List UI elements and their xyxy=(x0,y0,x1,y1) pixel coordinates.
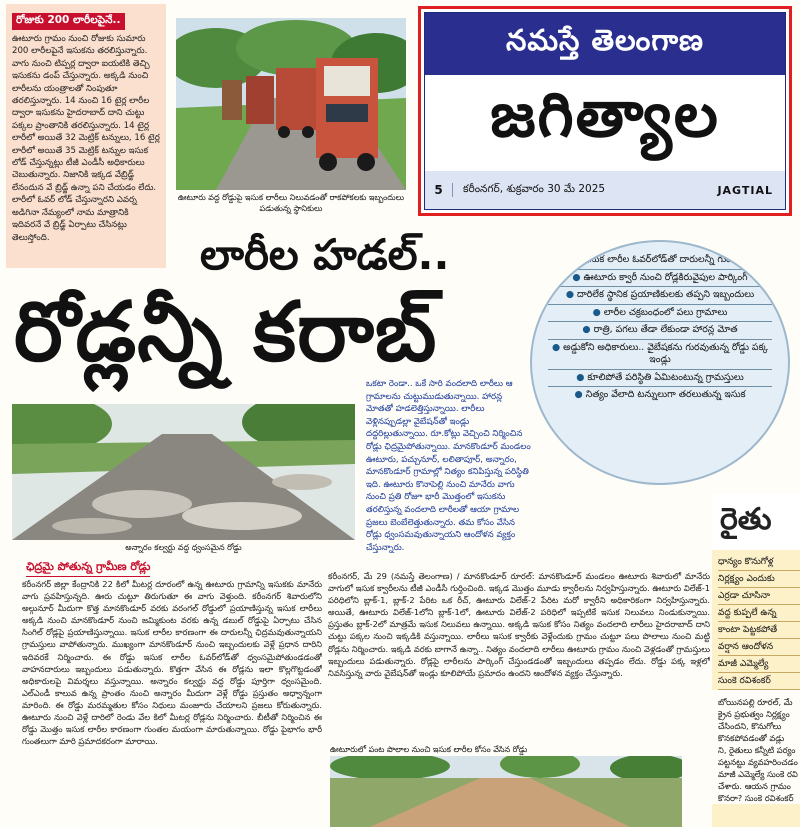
highlight-item: ● దారిలేక స్థానిక ప్రయాణికులకు తప్పని ఇబ్బందులు xyxy=(548,287,772,305)
page-number: 5 xyxy=(425,183,453,197)
edge-item: వద్ద కుప్పలే ఉన్న xyxy=(718,605,800,622)
headline-line-2: రోడ్లన్నీ కరాబ్ xyxy=(14,285,438,380)
highlight-item: ● నిత్యం వేలాది టన్నులుగా తరలుతున్న ఇసుక xyxy=(574,389,746,400)
left-column-body: కరీంనగర్ జిల్లా కేంద్రానికి 22 కిలో మీటర్ల దూరంలో ఉన్న ఊటూరు గ్రామాన్ని ఇసుకకు మానేరు వాగు ప్రవహిస్తున్నది. ఊరు చుట్టూ తిరుగుతూ ఈ వాగు వెళ్తుంది. కరీంనగర్ శివారులోని అల్గునూర్ మీదుగా కొత్త మానకొండూర్ వరకు వరంగల్ రోడ్డులో ప్రయాణిస్తున్న ఇసుక లారీలు అక్కడి నుంచి మానకొండూర్ నుంచి జమ్మికుంట వరకు ఉన్న డబుల్ రోడ్డుపై ఏర్పాటు చేసిన సింగిల్ రోడ్లపై ప్రయాణిస్తున్నాయి. ఇసుక లారీల కారణంగా ఈ దారులన్నీ ఛిద్రమవుతున్నాయని గ్రామస్తులు వాపోతున్నారు. ముఖ్యంగా మానకొండూర్ నుంచి ఇబ్బందులకు వెళ్లే ప్రధాన దారిని ఇదివరకే నిర్మించారు. ఈ రోడ్డు ఇసుక లారీల ఓవర్‌లోడ్‌తో ధ్వంసమైపోతుండడంతో వాహనదారులు ఇబ్బందులు పడుతున్నారు. కొత్తగా వేసిన ఈ రోడ్లను ఇలా కొల్లగొట్టడంతో అధికారులపై విమర్శలు వస్తున్నాయి. అన్నారం కల్వర్టు వద్ద రోడ్డు పూర్తిగా ధ్వంసమైంది. ఎల్ఎండీ కాలువ ఉన్న ప్రాంతం నుంచి అన్నారం మీదుగా వెళ్లే రోడ్డు ప్రస్తుతం అధ్వాన్నంగా మారింది. ఈ రోడ్డు మరమ్మతుల కోసం నిధులు మంజూరు చేయాలని ప్రజలు కోరుతున్నారు. ఊటూరు నుంచి వెళ్లే దారిలో రెండు వేల కిలో మీటర్ల రోడ్లను నిర్మించారు. బీటీతో నిర్మించిన ఈ రోడ్డు మొత్తం ఇసుక లారీల కారణంగా గుంతల మయంగా మారుతున్నాయి. రోడ్డు పైభాగం భారీ గుంతలుగా మారి ప్రమాదకరంగా మారాయి. xyxy=(22,579,322,747)
highlights-circle xyxy=(530,240,790,485)
edge-body: బోయినపల్లి రూరల్, మే క్రైన ప్రభుత్వం నిర్లక్ష్యం చేసిందని, కొనుగోలు కొనకపోవడంతో వడ్లు ని, రైతులు కన్నీటి పర్యం పట్టనట్టు వ్యవహరించడం మాజీ ఎమ్మెల్యే సుంకె రవి చేశారు. ఆయన గ్రామం కొనరా? సుంకె రవిశంకర్ xyxy=(712,690,800,804)
photo-damaged-road-caption: అన్నారం కల్వర్టు వద్ద ధ్వంసమైన రోడ్డు xyxy=(125,543,242,552)
masthead xyxy=(418,6,792,216)
edge-item: నిర్లక్ష్యం ఎందుకు xyxy=(718,571,800,588)
sidebar-title: రోజుకు 200 లారీలపైనే.. xyxy=(12,13,125,30)
edge-title: రైతు xyxy=(712,494,800,550)
masthead-footer xyxy=(425,171,785,209)
edge-item: మాజీ ఎమ్మెల్యే xyxy=(718,656,800,673)
edge-column xyxy=(712,494,800,827)
right-column-body: కరీంనగర్, మే 29 (నమస్తే తెలంగాణ) / మానకొండూర్ రూరల్: మానకొండూర్ మండలం ఊటూరు శివారులో మానేరు వాగులో ఇసుక క్వారీలను టీజీ ఎండీసీ గుర్తించింది. ఇక్కడ మొత్తం మూడు క్వారీలను నిర్వహిస్తున్నారు. ఊటూరు విలేజ్-1 పరిధిలోని బ్లాక్-1, బ్లాక్-2 పేరిట ఒక రీచ్, ఊటూరు విలేజ్-2 పేరిట మరో క్వారీని అధికారికంగా నిర్వహిస్తున్నారు. అయితే, ఊటూరు విలేజ్-1లోని బ్లాక్-1లో, ఊటూరు విలేజ్-2 పరిధిలో ఇప్పటికే ఇసుక నిలువలు నిండుకున్నాయి. ప్రస్తుతం బ్లాక్-2లో మాత్రమే ఇసుక నిలువలు ఉన్నాయి. అక్కడి ఇసుక కోసం నిత్యం వందలాది లారీలు హైదరాబాద్ దాని చుట్టు పక్కల నుంచి ఇక్కడికి వస్తున్నాయి. లారీలు ఇసుక క్వారీకు వెళ్లేందుకు గ్రామం చుట్టూ పలు పొలాలు నుంచి మట్టి రోడ్లను నిర్మించారు. ఇక్కడి వరకు బాగానే ఉన్నా.. నిత్యం వందలాది లారీలు ఊటూరు గ్రామం నుంచి వెళ్లడంతో గ్రామస్తులు ఇబ్బందులు పడుతున్నారు. రోడ్లపై లారీలను పార్కింగ్ చేస్తుండడంతో ఇబ్బందులు తప్పడం లేదు. రోడ్డు పక్క ఇళ్లలో నివసిస్తున్న వారు వైబేషన్‌తో ఇండ్లు కూలిపోయే ప్రమాదం ఉందని ఆందోళన వ్యక్తం చేస్తున్నారు. xyxy=(328,571,710,678)
dateline: కరీంనగర్, శుక్రవారం 30 మే 2025 xyxy=(463,182,606,195)
edge-item: వర్షాన ఆందోళన xyxy=(718,639,800,656)
highlight-item: ● అడ్డుకోని అధికారులు.. వైబేషకను గురవుతున్న రోడ్డు పక్క ఇండ్లు xyxy=(548,340,772,370)
city-label: JAGTIAL xyxy=(717,183,773,197)
intro-text: ఒకటా రెండా.. ఒకే సారి వందలాది లారీలు ఆ గ్రామాలను చుట్టుముడుతున్నాయి. హారన్ల మోతతో హడలెత్తిస్తున్నాయి. లారీలు వెళ్లినప్పుడల్లా వైబేషన్‌తో ఇండ్లు దద్దరిల్లుతున్నాయి. రూ.కోట్లు వెచ్చించి నిర్మించిన రోడ్లు ఛిద్రమైపోతున్నాయి. మానకొండూర్ మండలం ఊటూరు, పచ్చునూర్, లలితాపూర్, అన్నారం, మానకొండూర్ గ్రామాల్లో నిత్యం కనిపిస్తున్న పరిస్థితి ఇది. ఊటూరు కొనాపెల్లి నుంచి మానేరు వాగు నుంచి ప్రతి రోజూ భారీ మొత్తంలో ఇసుకను తరలిస్తున్న వందలాది లారీలతో ఆయా గ్రామాల ప్రజలు బెంబేలెత్తుతున్నారు. తమ కోసం వేసిన రోడ్లు ధ్వంసమవుతున్నాయని ఆందోళన వ్యక్తం చేస్తున్నారు. xyxy=(366,379,531,553)
photo-field-road-caption: ఊటూరులో పంట పొలాల నుంచి ఇసుక లారీల కోసం వేసిన రోడ్డు xyxy=(330,745,528,754)
sidebar-body: ఊటూరు గ్రామం నుంచి రోజుకు సుమారు 200 లారీలపైనే ఇసుకను తరలిస్తున్నారు. వాగు నుంచి టిప్పర్ల ద్వారా ఐయటికి తెచ్చి ఇసుకను డంప్ చేస్తున్నారు. అక్కడి నుంచి లారీలను యంత్రాలతో నింపుతూ తరలిస్తున్నారు. 14 నుంచి 16 టైర్ల లారీల ద్వారా ఇసుకను హైదరాబాద్ దాని చుట్టు పక్కల ప్రాంతానికి తరలిస్తున్నారు. 14 టైర్ల లారీలో అయితే 32 మెట్రిక్ టన్నులు, 16 టైర్ల లారీలో అయితే 35 మెట్రిక్ టన్నుల ఇసుక లోడ్ చేస్తున్నట్లు టీజీ ఎండీసీ అధికారులు చెబుతున్నారు. నిజానికి ఇక్కడ వేబ్రిడ్జ్ లేనందున వే బ్రిడ్జ్ ఉన్నా పని చేయడం లేదు. లారీలో ఓవర్ లోడ్ చేస్తున్నారని ఎవర్న అడిగినా నేమ్యంలో నామ మాత్రానికి ఇదివరనే వే బ్రిడ్జ్ ఏర్పాటు చేసినట్లు తెలుస్తోంది. xyxy=(12,34,160,243)
photo-lorries-caption: ఊటూరు వద్ద రోడ్డుపై ఇసుక లారీలు నిలువడంతో రాకపోకలకు ఇబ్బందులు పడుతున్న స్థానికులు xyxy=(177,193,405,213)
highlight-item: ● ఊటూరు క్వారీ నుంచి రోడ్లకిరువైపుల పార్కింగ్ xyxy=(548,270,772,288)
highlight-item: ● ఇసుక లారీల ఓవర్‌లోడ్‌తో దారులన్నీ గుంతలు xyxy=(548,252,772,270)
headline-line-1: లారీల హడల్.. xyxy=(200,230,450,279)
edge-item: కాంటా పెట్టకపోతే xyxy=(718,622,800,639)
edge-item: ఎర్రడా చూసినా xyxy=(718,588,800,605)
highlight-item: ● లారీల చక్రబంధంలో పలు గ్రామాలు xyxy=(548,305,772,323)
edition-name: జగిత్యాల xyxy=(490,78,720,151)
paper-name: నమస్తే తెలంగాణ xyxy=(425,13,785,75)
photo-field-road xyxy=(330,756,682,827)
sidebar-box xyxy=(6,4,166,268)
edge-item: ధాన్యం కొనుగోళ్ల xyxy=(718,554,800,571)
section-title-rural-roads: ఛిద్రమై పోతున్న గ్రామీణ రోడ్లు xyxy=(26,560,150,577)
photo-damaged-road xyxy=(12,404,355,540)
edge-item: సుంకె రవిశంకర్ xyxy=(718,673,800,690)
highlight-item: ● కూలిపోతే పరిస్థితి ఏమిటంటున్న గ్రామస్తులు xyxy=(548,370,772,388)
photo-lorries xyxy=(176,18,406,190)
highlight-item: ● రాత్రి, పగలు తేడా లేకుండా హారన్ల మోత xyxy=(548,322,772,340)
